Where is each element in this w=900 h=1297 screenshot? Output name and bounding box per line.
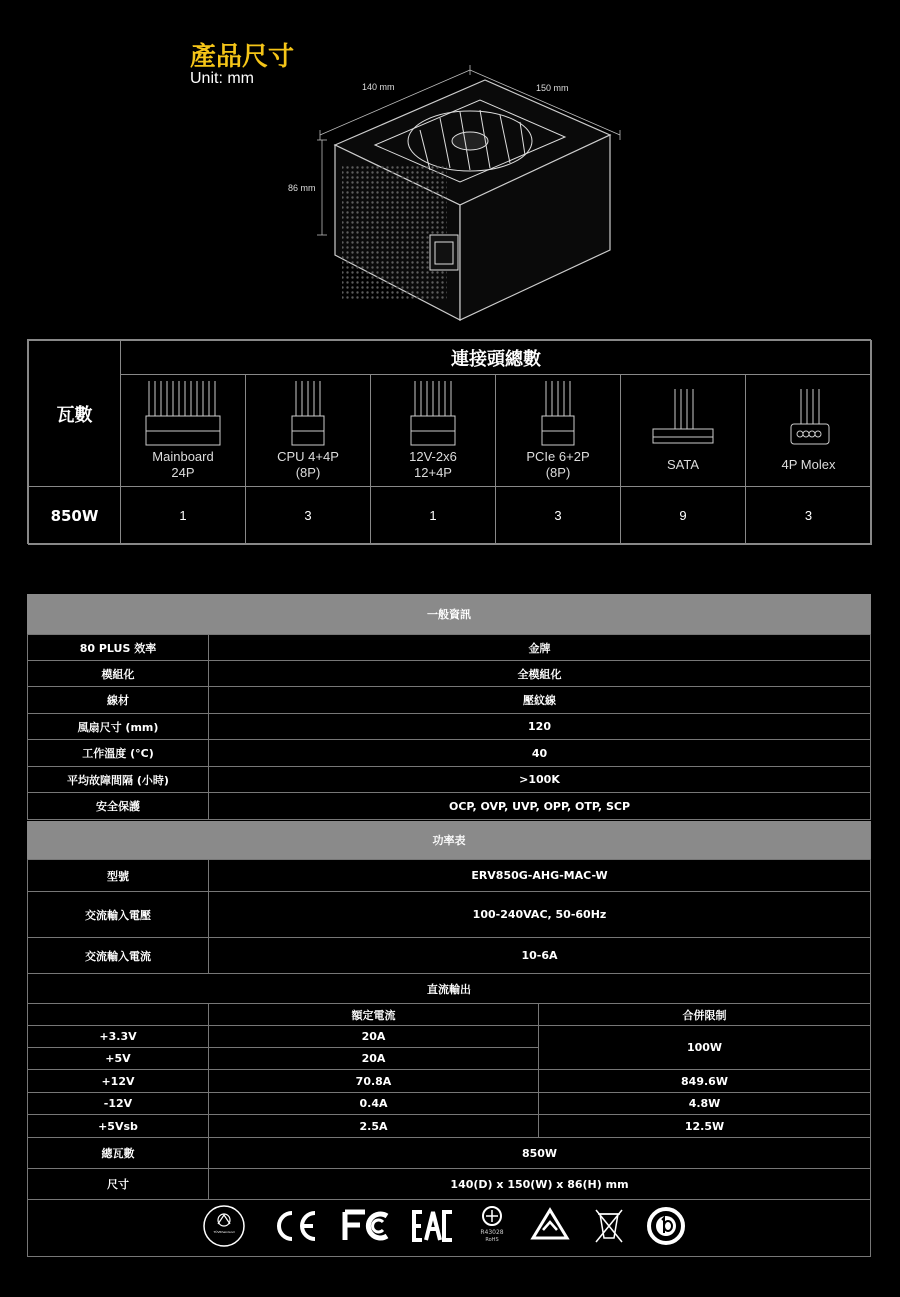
bsmi-rohs-icon xyxy=(480,1207,503,1243)
dim-width: 150 mm xyxy=(536,83,569,93)
dim-depth: 140 mm xyxy=(362,82,395,92)
svg-text:RoHS: RoHS xyxy=(485,1237,499,1243)
12v-2x6-icon xyxy=(395,381,471,449)
ac-current-label: 交流輸入電流 xyxy=(27,937,209,974)
dim-height: 86 mm xyxy=(288,183,316,193)
spec-value: >100K xyxy=(208,766,871,793)
weee-icon xyxy=(596,1210,622,1242)
connector-name-1: 12V-2x6 xyxy=(409,448,457,464)
size-label: 尺寸 xyxy=(27,1168,209,1200)
connector-name-2: 12+4P xyxy=(414,464,452,480)
dc-output-header: 直流輸出 xyxy=(27,973,871,1004)
spec-label: 工作溫度 (°C) xyxy=(27,739,209,767)
rail-name: +12V xyxy=(27,1069,209,1093)
connector-table xyxy=(27,339,871,544)
count-sata: 9 xyxy=(620,486,746,545)
rail-name: +5Vsb xyxy=(27,1114,209,1138)
rail-combined: 4.8W xyxy=(538,1092,871,1115)
rcm-icon xyxy=(533,1210,567,1238)
ac-current-value: 10-6A xyxy=(208,937,871,974)
svg-text:R43028: R43028 xyxy=(480,1229,504,1236)
rail-current: 2.5A xyxy=(208,1114,539,1138)
spec-value: OCP, OVP, UVP, OPP, OTP, SCP xyxy=(208,792,871,820)
rail-current: 20A xyxy=(208,1025,539,1048)
general-header: 一般資訊 xyxy=(27,594,871,634)
page-title: 產品尺寸 xyxy=(190,42,295,72)
sata-icon xyxy=(645,389,721,457)
count-cpu: 3 xyxy=(245,486,371,545)
connector-name-2: (8P) xyxy=(295,464,321,480)
psu-dimension-drawing xyxy=(280,60,640,330)
spec-value: 金牌 xyxy=(208,634,871,661)
connector-name-1: PCIe 6+2P xyxy=(526,448,590,464)
svg-text:TÜVRheinland: TÜVRheinland xyxy=(213,1230,235,1234)
connector-name-1: 4P Molex xyxy=(781,456,836,472)
size-value: 140(D) x 150(W) x 86(H) mm xyxy=(208,1168,871,1200)
power-header: 功率表 xyxy=(27,821,871,859)
china-rohs-10-icon xyxy=(649,1209,683,1243)
connector-name-1: CPU 4+4P xyxy=(277,448,339,464)
spec-label: 安全保護 xyxy=(27,792,209,820)
spec-label: 平均故障間隔 (小時) xyxy=(27,766,209,793)
connector-col-pcie xyxy=(495,374,621,487)
count-molex: 3 xyxy=(745,486,872,545)
certification-logos xyxy=(200,1202,700,1250)
combined-limit-header: 合併限制 xyxy=(538,1003,871,1026)
spec-value: 120 xyxy=(208,713,871,740)
cpu-8pin-icon xyxy=(270,381,346,449)
connector-name-2: (8P) xyxy=(545,464,571,480)
rail-current: 70.8A xyxy=(208,1069,539,1093)
count-12v2x6: 1 xyxy=(370,486,496,545)
count-pcie: 3 xyxy=(495,486,621,545)
spec-value: 40 xyxy=(208,739,871,767)
connector-col-sata xyxy=(620,374,746,487)
connector-col-mainboard xyxy=(120,374,246,487)
combined-3v3-5v: 100W xyxy=(538,1025,871,1070)
atx-24pin-icon xyxy=(145,381,221,449)
spec-label: 風扇尺寸 (mm) xyxy=(27,713,209,740)
fcc-icon xyxy=(345,1212,387,1240)
ac-voltage-value: 100-240VAC, 50-60Hz xyxy=(208,891,871,938)
rail-name: +5V xyxy=(27,1047,209,1070)
total-label: 總瓦數 xyxy=(27,1137,209,1169)
connector-col-cpu xyxy=(245,374,371,487)
connector-group-header: 連接頭總數 xyxy=(120,340,872,375)
ac-voltage-label: 交流輸入電壓 xyxy=(27,891,209,938)
spec-label: 線材 xyxy=(27,686,209,714)
rail-name: +3.3V xyxy=(27,1025,209,1048)
spec-label: 模組化 xyxy=(27,660,209,687)
total-value: 850W xyxy=(208,1137,871,1169)
model-label: 型號 xyxy=(27,859,209,892)
rail-current: 20A xyxy=(208,1047,539,1070)
spec-value: 壓紋線 xyxy=(208,686,871,714)
count-mainboard: 1 xyxy=(120,486,246,545)
rail-name: -12V xyxy=(27,1092,209,1115)
rated-current-header: 額定電流 xyxy=(208,1003,539,1026)
connector-col-molex xyxy=(745,374,872,487)
rail-combined: 849.6W xyxy=(538,1069,871,1093)
connector-name-2: 24P xyxy=(171,464,195,480)
connector-col-12v2x6 xyxy=(370,374,496,487)
eac-icon xyxy=(414,1212,452,1240)
connector-name-1: SATA xyxy=(666,456,700,472)
spec-label: 80 PLUS 效率 xyxy=(27,634,209,661)
rail-header-blank xyxy=(27,1003,209,1026)
molex-icon xyxy=(771,389,847,457)
wattage-value: 850W xyxy=(28,486,121,545)
spec-value: 全模組化 xyxy=(208,660,871,687)
model-value: ERV850G-AHG-MAC-W xyxy=(208,859,871,892)
connector-name-1: Mainboard xyxy=(152,448,214,464)
tuv-rheinland-icon xyxy=(204,1206,244,1246)
rail-current: 0.4A xyxy=(208,1092,539,1115)
ce-icon xyxy=(279,1213,315,1239)
rail-combined: 12.5W xyxy=(538,1114,871,1138)
unit-label: Unit: mm xyxy=(190,70,254,87)
pcie-8pin-icon xyxy=(520,381,596,449)
wattage-header: 瓦數 xyxy=(28,340,121,487)
